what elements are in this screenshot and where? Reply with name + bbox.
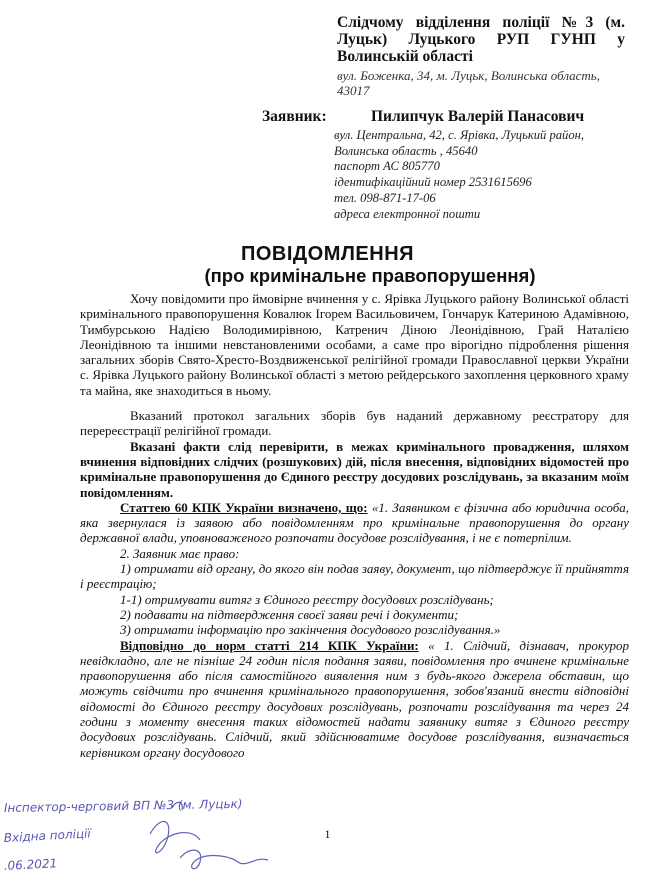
handwritten-registration-note: [0, 796, 330, 881]
applicant-address-line1: вул. Центральна, 42, с. Ярівка, Луцький район,: [334, 128, 585, 142]
paragraph-protocol: Вказаний протокол загальних зборів був наданий державному реєстратору для перереєстрації релігійної громади.: [80, 408, 629, 439]
handwritten-line-3: .06.2021: [3, 856, 58, 873]
article-60-text: «1. Заявником є фізична або юридична особа, яка звернулася із заявою або повідомленням про кримінальне правопорушення до органу державної влади, уповноваженого розпочати досудове розслідування, і не є потерпілим.: [80, 499, 629, 546]
article-214-reference: Відповідно до норм статті 214 КПК України:: [120, 637, 419, 653]
addressee-title: Слідчому відділення поліції №3 (м. Луцьк) Луцького РУП ГУНП у Волинській області: [337, 14, 625, 65]
applicant-address-line2: Волинська область , 45640: [334, 143, 478, 158]
applicant-name: Пилипчук Валерій Панасович: [371, 108, 585, 125]
document-title: ПОВІДОМЛЕННЯ: [240, 243, 415, 265]
applicant-phone: тел. 098-871-17-06: [334, 190, 436, 205]
paragraph-request: Вказані факти слід перевірити, в межах кримінального провадження, шляхом вчинення відповідних слідчих (розшукових) дій, після внесення, відповідних відомостей про кримінальне правопорушення до Єдиного реєстру досудових розслідувань, за вказаним моїм повідомленням.: [80, 438, 629, 500]
applicant-label: Заявник:: [262, 108, 327, 125]
list-item-rights: 2. Заявник має право:: [120, 545, 240, 561]
handwritten-text: [3, 797, 242, 873]
handwritten-line-2: Вхідна поліції: [3, 826, 92, 845]
paragraph-report: Хочу повідомити про ймовірне вчинення у с. Ярівка Луцького району Волинської області кримінального правопорушення Ковалюк Ігорем Васильовичем, Гончарук Катериною Адамівною, Тимбурською Надією Володимирівною, Катренич Діною Леонідівною, Грай Наталією Леонідівною та іншими невстановленими особами, а саме про вірогідно підроблення рішення загальних зборів Свято-Хресто-Воздвиженської релігійної громади Православної церкви України с. Ярівка Луцького району Волинської області з метою рейдерського захоплення церковного храму та майна, яке знаходиться в ньому.: [80, 291, 629, 398]
applicant-tax-id: ідентифікаційний номер 2531615696: [334, 175, 532, 190]
document-subtitle: (про кримінальне правопорушення): [204, 265, 536, 286]
list-item-right-1-1: 1-1) отримувати витяг з Єдиного реєстру досудових розслідувань;: [120, 591, 494, 607]
applicant-passport: паспорт АС 805770: [334, 159, 440, 174]
page-number: 1: [324, 827, 331, 841]
list-item-right-1: 1) отримати від органу, до якого він подав заяву, документ, що підтверджує її прийняття і реєстрацію;: [80, 561, 629, 592]
list-item-right-2: 2) подавати на підтвердження своєї заяви речі і документи;: [120, 606, 459, 622]
paragraph-article-214: [80, 638, 629, 760]
paragraph-article-60: [80, 500, 629, 546]
signature-icon: [150, 802, 268, 869]
handwritten-line-1: Інспектор-черговий ВП №3 (м. Луцьк): [3, 796, 243, 815]
applicant-email: адреса електронної пошти: [334, 206, 481, 221]
list-item-right-3: 3) отримати інформацію про закінчення досудового розслідування.»: [120, 622, 501, 638]
document-body: [80, 291, 629, 760]
article-60-reference: Статтею 60 КПК України визначено, що:: [120, 499, 368, 515]
applicant-details: [334, 128, 634, 222]
article-214-text: « 1. Слідчий, дізнавач, прокурор невідкладно, але не пізніше 24 годин після подання заяви, повідомлення про вчинене кримінальне правопорушення або після самостійного виявлення ним з будь-якого джерела обставин, що можуть свідчити про вчинення кримінального правопорушення, зобов'язаний внести відповідні відомості до Єдиного реєстру досудових розслідувань, розпочати розслідування та через 24 години з моменту внесення таких відомостей надати заявнику витяг з Єдиного реєстру досудових розслідувань. Слідчий, який здійснюватиме досудове розслідування, визначається керівником органу досудового: [80, 637, 630, 760]
addressee-address: вул. Боженка, 34, м. Луцьк, Волинська область, 43017: [337, 68, 600, 98]
